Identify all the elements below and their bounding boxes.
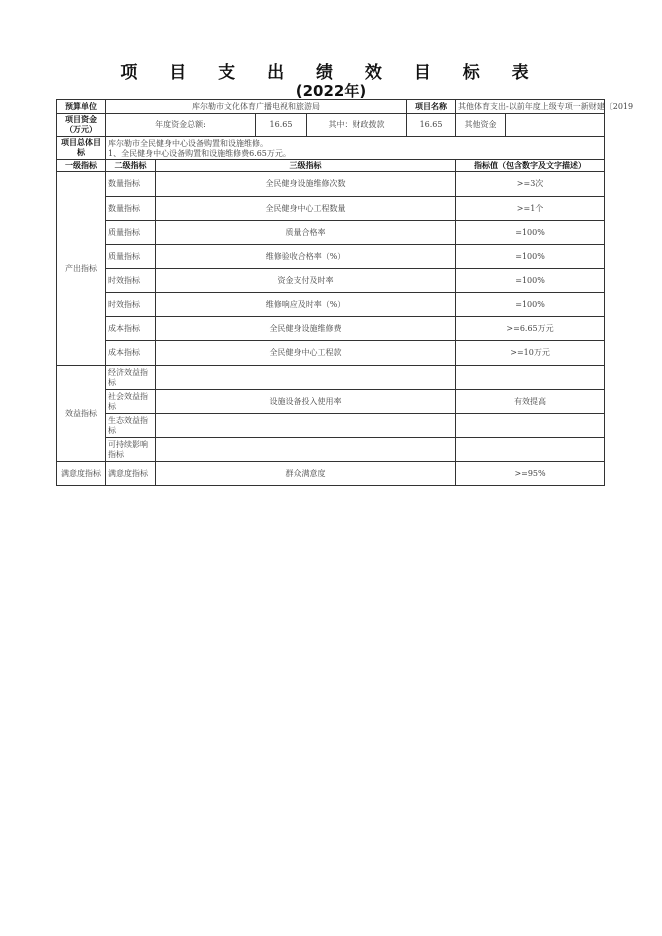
value-cell: 有效提高 (456, 390, 605, 414)
table-row (57, 414, 605, 438)
level3-cell: 全民健身中心工程款 (156, 341, 456, 366)
table-row (57, 172, 605, 197)
level1-benefit: 效益指标 (57, 366, 106, 462)
level2-cell: 时效指标 (106, 269, 156, 293)
fiscal-label: 其中：财政拨款 (307, 114, 407, 137)
value-cell: =100% (456, 245, 605, 269)
table-row (57, 221, 605, 245)
value-cell: >=6.65万元 (456, 317, 605, 341)
table-title: 项 目 支 出 绩 效 目 标 表 (120, 63, 542, 83)
annual-total-label: 年度资金总额: (106, 114, 256, 137)
table-row (57, 269, 605, 293)
table-row (57, 293, 605, 317)
goal-line-1: 库尔勒市全民健身中心设备购置和设施维修。 (108, 138, 268, 148)
table-row (57, 317, 605, 341)
level2-cell: 数量指标 (106, 197, 156, 221)
value-cell: =100% (456, 293, 605, 317)
value-cell (456, 366, 605, 390)
performance-target-table (56, 99, 634, 486)
goal-text (106, 137, 605, 160)
column-header-row (57, 160, 605, 172)
col-level1: 一级指标 (57, 160, 106, 172)
budget-unit-value: 库尔勒市文化体育广播电视和旅游局 (106, 100, 407, 114)
level3-cell: 质量合格率 (156, 221, 456, 245)
level3-cell (156, 366, 456, 390)
level1-satisfaction: 满意度指标 (57, 462, 106, 486)
fiscal-value: 16.65 (407, 114, 456, 137)
value-cell: >=95% (456, 462, 605, 486)
other-funds-value (506, 114, 605, 137)
other-funds-label: 其他资金 (456, 114, 506, 137)
table-row (57, 390, 605, 414)
funds-label: 项目资金（万元） (57, 114, 106, 137)
level2-cell: 生态效益指标 (106, 414, 156, 438)
value-cell (456, 414, 605, 438)
value-cell: >=3次 (456, 172, 605, 197)
table-row (57, 245, 605, 269)
level3-cell (156, 414, 456, 438)
level2-cell: 社会效益指标 (106, 390, 156, 414)
budget-unit-label: 预算单位 (57, 100, 106, 114)
level2-cell: 可持续影响指标 (106, 438, 156, 462)
level2-cell: 质量指标 (106, 221, 156, 245)
goal-line-2: 1、全民健身中心设备购置和设施维修费6.65万元。 (108, 148, 291, 158)
level3-cell: 全民健身设施维修费 (156, 317, 456, 341)
col-value: 指标值（包含数字及文字描述） (456, 160, 605, 172)
level2-cell: 数量指标 (106, 172, 156, 197)
level2-cell: 经济效益指标 (106, 366, 156, 390)
level3-cell: 资金支付及时率 (156, 269, 456, 293)
table-row (57, 438, 605, 462)
funds-row (57, 114, 605, 137)
table-year: (2022年) (295, 82, 367, 100)
value-cell: =100% (456, 221, 605, 245)
table-row (57, 341, 605, 366)
level3-cell: 维修响应及时率（%） (156, 293, 456, 317)
value-cell: >=1个 (456, 197, 605, 221)
level2-cell: 质量指标 (106, 245, 156, 269)
level3-cell: 全民健身设施维修次数 (156, 172, 456, 197)
goal-label: 项目总体目标 (57, 137, 106, 160)
level3-cell: 设施设备投入使用率 (156, 390, 456, 414)
col-level3: 三级指标 (156, 160, 456, 172)
level1-output: 产出指标 (57, 172, 106, 366)
level3-cell: 全民健身中心工程数量 (156, 197, 456, 221)
annual-total-value: 16.65 (256, 114, 307, 137)
level3-cell (156, 438, 456, 462)
level3-cell: 群众满意度 (156, 462, 456, 486)
level2-cell: 满意度指标 (106, 462, 156, 486)
level3-cell: 维修验收合格率（%） (156, 245, 456, 269)
level2-cell: 成本指标 (106, 317, 156, 341)
table-row (57, 366, 605, 390)
level2-cell: 成本指标 (106, 341, 156, 366)
level2-cell: 时效指标 (106, 293, 156, 317)
value-cell: >=10万元 (456, 341, 605, 366)
table-row (57, 197, 605, 221)
project-name-value: 其他体育支出-以前年度上级专项一新财建〔2019 (456, 100, 605, 114)
project-name-label: 项目名称 (407, 100, 456, 114)
budget-row (57, 100, 605, 114)
value-cell: =100% (456, 269, 605, 293)
goal-row (57, 137, 605, 160)
value-cell (456, 438, 605, 462)
table-row (57, 462, 605, 486)
col-level2: 二级指标 (106, 160, 156, 172)
